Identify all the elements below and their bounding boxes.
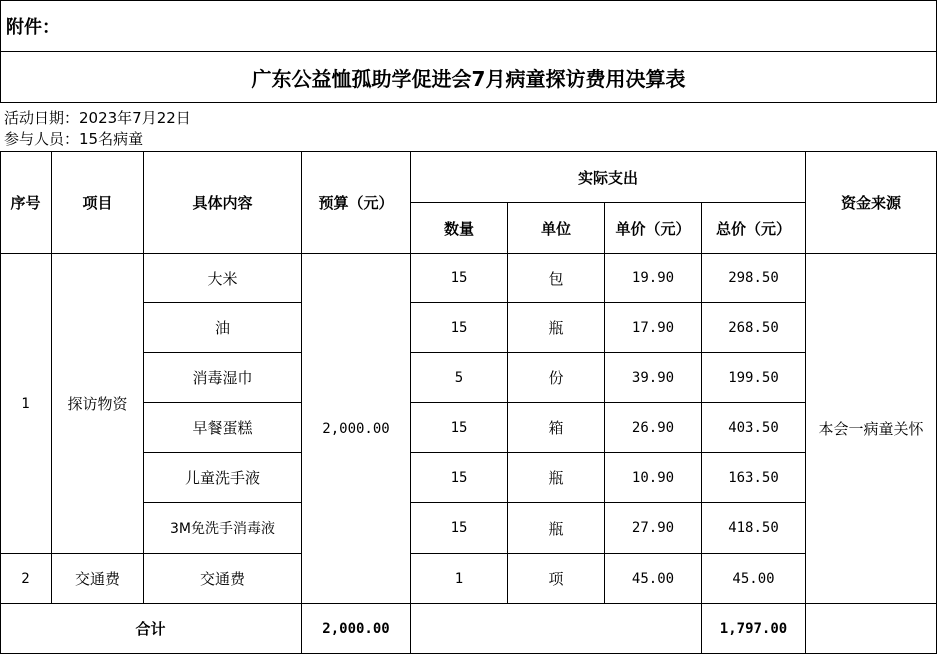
row-5-unit-price: 10.90 (631, 469, 675, 486)
group-2-seq: 2 (21, 570, 30, 587)
header-budget: 预算（元） (318, 194, 394, 212)
row-7-unit: 项 (548, 570, 564, 588)
header-source: 资金来源 (840, 194, 901, 212)
row-1-content: 大米 (207, 269, 238, 288)
row-3-content: 消毒湿巾 (192, 369, 253, 387)
row-1-qty: 15 (450, 270, 468, 286)
row-6-total: 418.50 (728, 520, 779, 536)
budget-value: 2,000.00 (322, 420, 390, 437)
row-5-content: 儿童洗手液 (184, 469, 260, 487)
row-4-total: 403.50 (728, 419, 779, 436)
row-2-unit-price: 17.90 (631, 319, 675, 336)
header-seq: 序号 (10, 194, 41, 212)
activity-date: 活动日期：2023年7月22日 (4, 108, 191, 127)
group-1-item: 探访物资 (67, 395, 128, 413)
row-1-unit: 包 (548, 269, 564, 288)
row-7-qty: 1 (454, 570, 464, 587)
row-1-total: 298.50 (728, 270, 779, 286)
row-2-total: 268.50 (728, 319, 779, 336)
row-3-qty: 5 (454, 369, 464, 386)
footer-label: 合计 (135, 620, 166, 638)
funding-source: 本会一病童关怀 (818, 420, 924, 438)
row-6-content: 3M免洗手消毒液 (170, 521, 275, 537)
header-actual: 实际支出 (577, 168, 638, 187)
attachment-row (0, 0, 937, 52)
row-1-unit-price: 19.90 (631, 270, 675, 286)
row-4-unit: 箱 (548, 419, 564, 437)
header-total-price: 总价（元） (715, 219, 791, 238)
row-6-unit: 瓶 (548, 519, 564, 538)
footer-budget-total: 2,000.00 (322, 620, 390, 637)
row-3-unit: 份 (548, 369, 564, 387)
header-unit-price: 单价（元） (615, 219, 691, 238)
row-2-unit: 瓶 (548, 319, 564, 337)
attachment-label: 附件： (6, 17, 60, 38)
row-5-unit: 瓶 (548, 469, 564, 487)
group-2-item: 交通费 (74, 570, 120, 588)
header-unit: 单位 (540, 219, 571, 238)
row-5-total: 163.50 (728, 469, 779, 486)
row-3-total: 199.50 (728, 369, 779, 386)
row-6-unit-price: 27.90 (631, 520, 675, 536)
row-5-qty: 15 (450, 469, 468, 486)
row-3-unit-price: 39.90 (631, 369, 675, 386)
row-4-qty: 15 (450, 419, 468, 436)
row-4-content: 早餐蛋糕 (192, 419, 253, 437)
row-7-total: 45.00 (732, 570, 775, 587)
row-6-qty: 15 (450, 520, 468, 536)
row-7-unit-price: 45.00 (631, 570, 675, 587)
page-title: 广东公益恤孤助学促进会7月病童探访费用决算表 (251, 66, 686, 91)
header-qty: 数量 (443, 219, 474, 238)
row-7-content: 交通费 (199, 570, 245, 588)
header-item: 项目 (82, 194, 113, 212)
header-content: 具体内容 (192, 194, 253, 212)
group-1-seq: 1 (21, 395, 30, 412)
row-2-qty: 15 (450, 319, 468, 336)
footer-actual-total: 1,797.00 (719, 620, 788, 637)
row-2-content: 油 (214, 319, 230, 337)
row-4-unit-price: 26.90 (631, 419, 675, 436)
participants: 参与人员：15名病童 (4, 129, 144, 148)
